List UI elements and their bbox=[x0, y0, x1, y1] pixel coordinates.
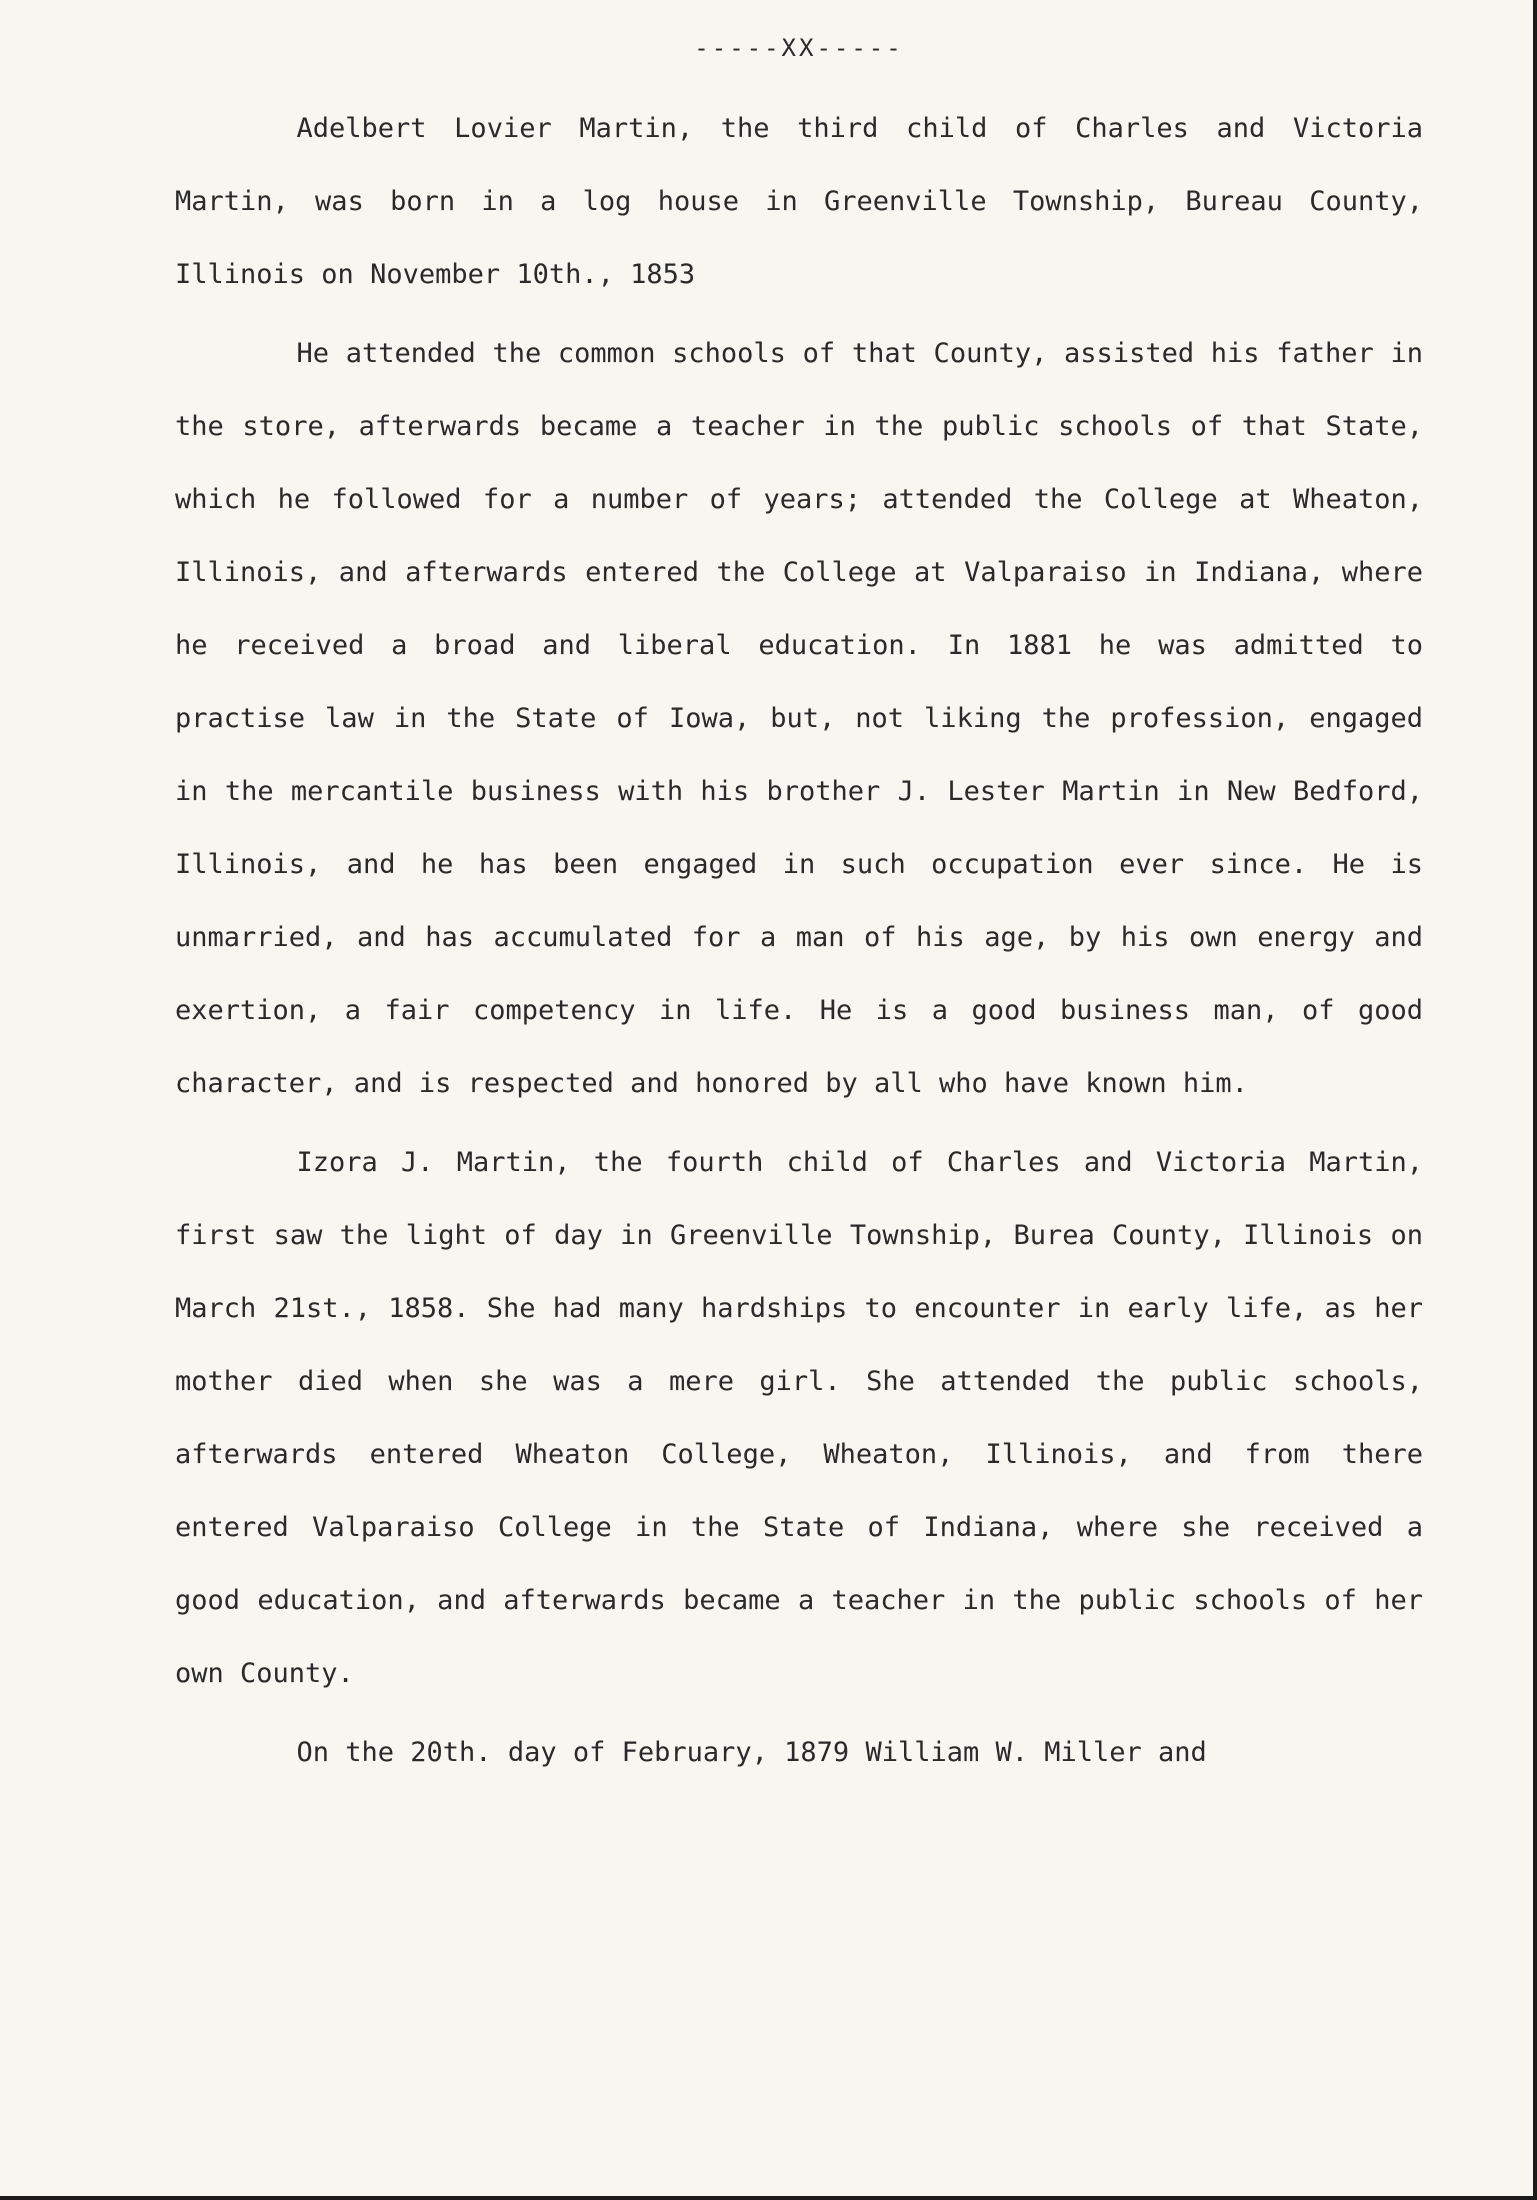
paragraph: On the 20th. day of February, 1879 William W. Miller and bbox=[296, 1737, 1207, 1768]
paragraph: Izora J. Martin, the fourth child of Charles and Victoria Martin, first saw the light of day in Greenville Township, Burea County, Illinois on March 21st., 1858. She had many hardships to encounter in early life, as her mother died when she was a mere girl. She attended the public schools, afterwards entered Wheaton College, Wheaton, Illinois, and from there entered Valparaiso College in the State of Indiana, where she received a good education, and afterwards became a teacher in the public schools of her own County. bbox=[175, 1147, 1423, 1689]
paragraph: Adelbert Lovier Martin, the third child of Charles and Victoria Martin, was born in a log house in Greenville Township, Bureau County, Illinois on November 10th., 1853 bbox=[175, 113, 1423, 290]
paragraph: He attended the common schools of that County, assisted his father in the store, afterwards became a teacher in the public schools of that State, which he followed for a number of years; attended the College at Wheaton, Illinois, and afterwards entered the College at Valparaiso in Indiana, where he received a broad and liberal education. In 1881 he was admitted to practise law in the State of Iowa, but, not liking the profession, engaged in the mercantile business with his brother J. Lester Martin in New Bedford, Illinois, and he has been engaged in such occupation ever since. He is unmarried, and has accumulated for a man of his age, by his own energy and exertion, a fair competency in life. He is a good business man, of good character, and is respected and honored by all who have known him. bbox=[175, 338, 1423, 1099]
section-divider: -----XX----- bbox=[694, 34, 904, 62]
